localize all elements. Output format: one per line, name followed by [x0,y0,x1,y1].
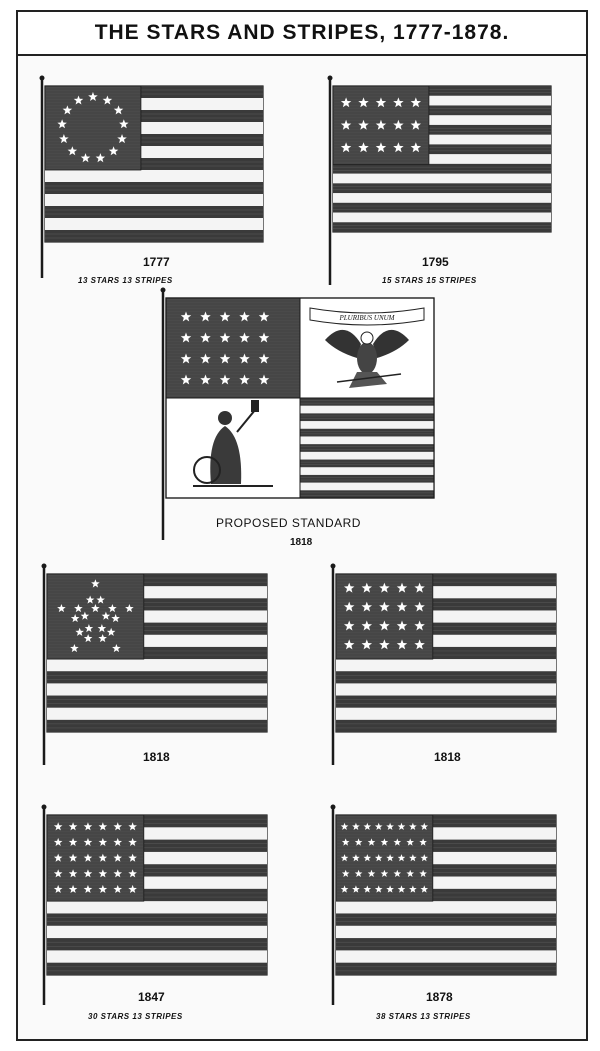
flag-stripe [300,429,434,437]
flag-stripe [333,193,551,203]
flag-stripe [300,460,434,468]
flag-stripe [300,406,434,414]
flag-stripe [336,720,556,732]
liberty-cap [251,400,259,412]
flag-1818b-year: 1818 [434,750,461,764]
flag-stripe [45,230,263,242]
liberty-head [218,411,232,425]
flag-stripe [336,683,556,695]
flag-canton [336,815,433,901]
flag-1878-year: 1878 [426,990,453,1004]
flag-stripe [333,213,551,223]
flag-1777 [40,76,264,279]
flag-stripe [333,203,551,213]
flag-1818a-year: 1818 [143,750,170,764]
proposed-standard-year: 1818 [290,537,313,548]
flag-1878 [331,805,557,1006]
pole-finial [161,288,166,293]
flag-stripe [45,194,263,206]
flag-stripe [336,696,556,708]
flag-stripe [333,174,551,184]
flag-stripe [300,421,434,429]
flag-stripe [47,659,267,671]
pole-finial [42,564,47,569]
flag-1777-year: 1777 [143,255,170,269]
flag-stripe [45,170,263,182]
flag-canton [47,574,144,659]
flag-stripe [47,963,267,976]
flag-1818b [331,564,557,766]
flag-1795-caption: 15 STARS 15 STRIPES [382,276,477,285]
flag-stripe [336,938,556,951]
page-title: THE STARS AND STRIPES, 1777-1878. [94,21,510,44]
flag-1847-year: 1847 [138,990,165,1004]
flag-1795-year: 1795 [422,255,449,269]
pole-finial [42,805,47,810]
flag-stripe [336,659,556,671]
eagle-head [361,332,373,344]
flag-stripe [47,671,267,683]
flag-stripe [333,183,551,193]
flag-1878-caption: 38 STARS 13 STRIPES [376,1012,471,1021]
flag-stripe [47,720,267,732]
proposed-standard-label: PROPOSED STANDARD [216,516,361,530]
flag-stripe [300,452,434,460]
flag-stripe [333,164,551,174]
pole-finial [331,564,336,569]
flag-stripe [47,696,267,708]
motto-text: PLURIBUS UNUM [339,314,395,322]
flag-stripe [300,467,434,475]
flag-stripe [300,475,434,483]
flag-stripe [300,444,434,452]
flag-stripe [300,436,434,444]
flag-stripe [300,490,434,498]
flag-stripe [47,938,267,951]
flag-stripe [336,913,556,926]
flag-stripe [336,950,556,963]
flag-stripe [336,963,556,976]
flag-stripe [336,671,556,683]
eagle-body [357,342,377,374]
flag-1795 [328,76,552,286]
pole-finial [328,76,333,81]
flag-stripe [336,926,556,939]
pole-finial [331,805,336,810]
flag-stripe [47,926,267,939]
flag-1847 [42,805,268,1006]
flag-stripe [45,218,263,230]
flag-stripe [47,901,267,914]
flag-stripe [300,413,434,421]
flag-stripe [336,708,556,720]
flag-stripe [47,708,267,720]
flag-stripe [300,483,434,491]
flag-stripe [47,950,267,963]
flag-stripe [333,222,551,232]
flag-1777-caption: 13 STARS 13 STRIPES [78,276,173,285]
flag-proposed [161,288,435,541]
flag-1847-caption: 30 STARS 13 STRIPES [88,1012,183,1021]
flag-stripe [45,182,263,194]
flag-stripe [47,683,267,695]
flag-stripe [336,901,556,914]
pole-finial [40,76,45,81]
flag-stripe [45,206,263,218]
flag-stripe [47,913,267,926]
flag-stripe [300,398,434,406]
flag-1818a [42,564,268,766]
